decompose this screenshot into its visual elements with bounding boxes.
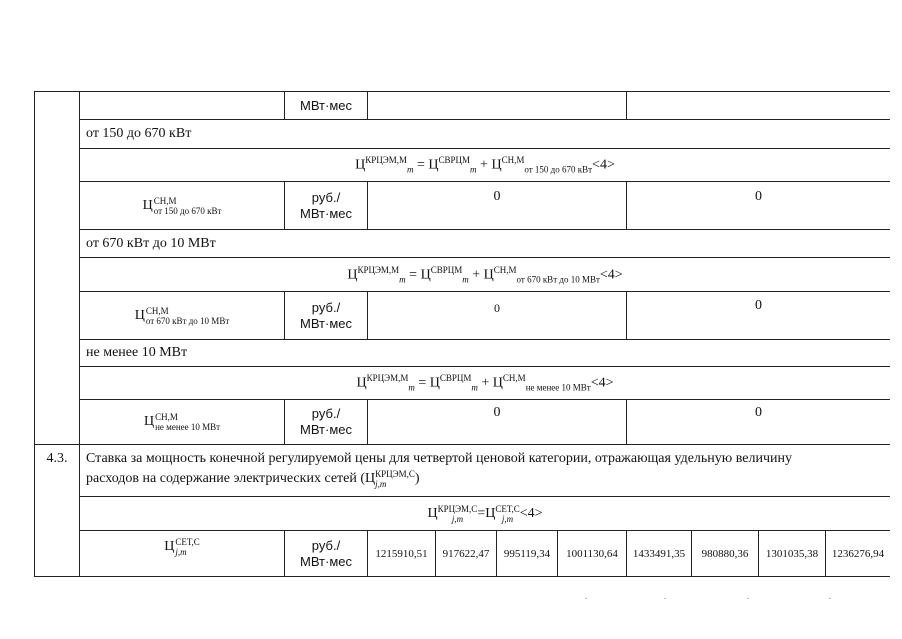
unit-cell bbox=[285, 92, 367, 119]
section-description: Ставка за мощность конечной регулируемой цены для четвертой ценовой категории, отражающая удельную величину расходов на содержание электрических сетей (Ц КРЦЭМ,С j,m ) bbox=[86, 451, 792, 489]
unit-cell-150-670: руб./ МВт·мес bbox=[299, 189, 353, 221]
section-number: 4.3. bbox=[46, 451, 68, 466]
column-divider-unit bbox=[367, 91, 368, 119]
symbol-cell-10: Ц СН,М не менее 10 МВт bbox=[143, 412, 221, 432]
symbol-cell-4-3: Ц СЕТ,С j,m bbox=[164, 537, 200, 557]
symbol-cell-670-10: Ц СН,М от 670 кВт до 10 МВт bbox=[134, 305, 230, 326]
table-border-top bbox=[34, 91, 890, 92]
value-cell: 1433491,35 bbox=[632, 547, 686, 560]
value-cell: 1215910,51 bbox=[375, 547, 428, 560]
value-cell: 1236276,94 bbox=[831, 547, 885, 560]
band-header-150-670: от 150 до 670 кВт bbox=[86, 126, 192, 141]
unit-cell-670-10: руб./ МВт·мес bbox=[299, 299, 353, 331]
unit-text: МВт·мес bbox=[299, 97, 353, 113]
value-cell-10-b: 0 bbox=[755, 405, 762, 420]
symbol-cell-150-670: Ц СН,М от 150 до 670 кВт bbox=[142, 195, 222, 216]
band-header-10: не менее 10 МВт bbox=[86, 345, 188, 360]
band-header-670-10: от 670 кВт до 10 МВт bbox=[86, 235, 216, 251]
value-cell-150-670-a: 0 bbox=[493, 189, 501, 204]
unit-cell-10: руб./ МВт·мес bbox=[299, 406, 353, 437]
column-divider-mid bbox=[626, 91, 627, 119]
value-cell-670-10-a: 0 bbox=[494, 300, 500, 315]
formula-670-10: $Ц^{КРЦЭМ,М}_m = Ц^{СВРЦМ}_m + Ц^{СН,М}_{от 670 кВт до 10 МВт}<4>$ bbox=[347, 264, 623, 285]
table-border-bottom bbox=[34, 576, 890, 577]
value-cell: 917622,47 bbox=[442, 547, 490, 560]
value-cell-150-670-b: 0 bbox=[755, 189, 762, 204]
scan-speck bbox=[664, 598, 666, 599]
unit-cell-4-3: руб./ МВт·мес bbox=[299, 537, 353, 569]
scan-speck bbox=[747, 598, 749, 599]
value-cell-10-a: 0 bbox=[493, 405, 501, 420]
scan-speck bbox=[829, 598, 831, 599]
table-border-left bbox=[34, 91, 35, 576]
value-cell: 995119,34 bbox=[503, 547, 551, 560]
formula-4-3: Ц КРЦЭМ,С j,m =Ц СЕТ,С j,m <4> bbox=[427, 503, 543, 524]
formula-150-670: $Ц^{КРЦЭМ,М}_m = Ц^{СВРЦМ}_m + Ц^{СН,М}_{от 150 до 670 кВт}<4>$ bbox=[355, 155, 615, 175]
scan-speck bbox=[585, 598, 587, 599]
value-cell: 1001130,64 bbox=[566, 547, 618, 560]
value-cell: 1301035,38 bbox=[765, 547, 819, 560]
value-cell: 980880,36 bbox=[701, 547, 749, 560]
value-cell-670-10-b: 0 bbox=[755, 298, 762, 313]
formula-10: $Ц^{КРЦЭМ,М}_m = Ц^{СВРЦМ}_m + Ц^{СН,М}_{не менее 10 МВт}<4>$ bbox=[356, 373, 614, 393]
